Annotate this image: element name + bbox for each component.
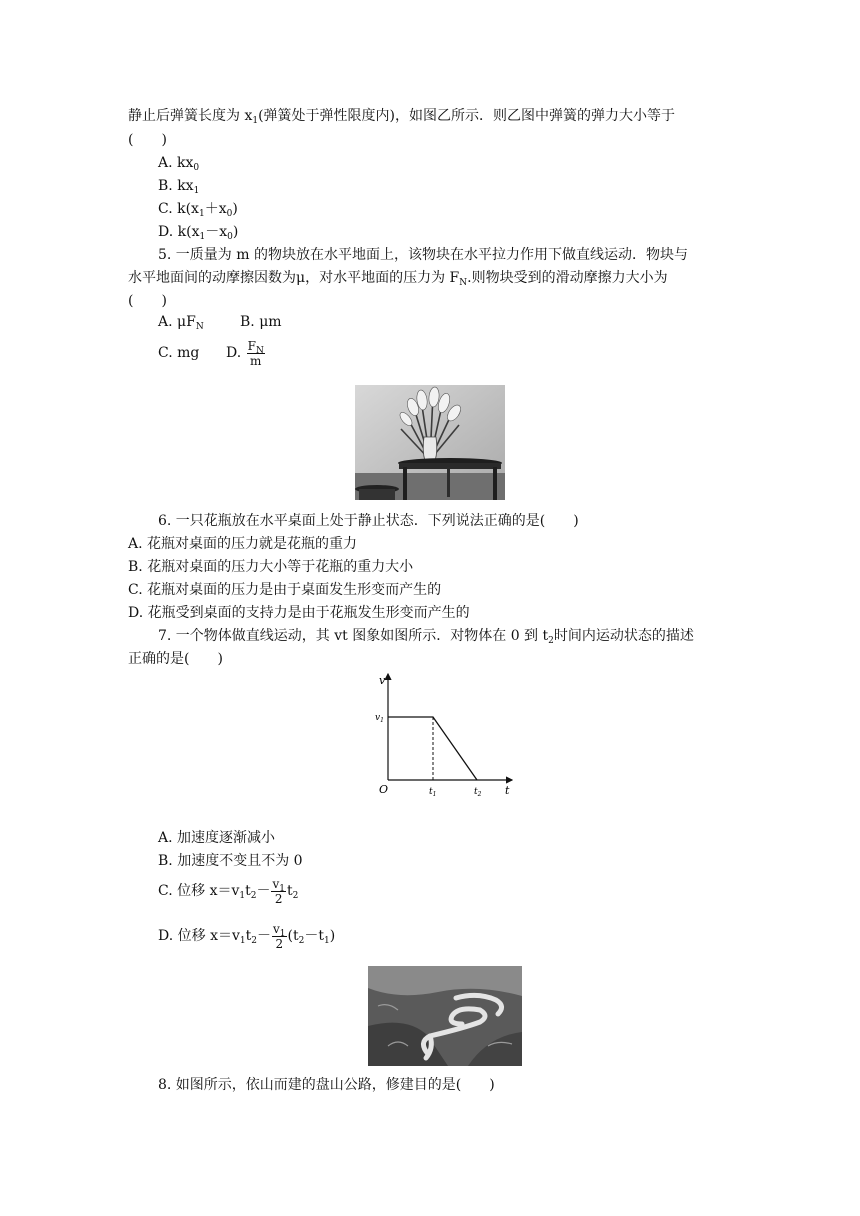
q4-option-b[interactable]: B. $kx_1$ [158,178,200,196]
vt-graph-origin: O [379,783,389,796]
mountain-road-photo [368,966,522,1066]
q4-option-a[interactable]: A. $kx_0$ [158,155,200,173]
q7-stem-line1: 7. 一个物体做直线运动，其 vt 图象如图所示．对物体在 0 到 $t_2$时间内运动状态的描述 [158,628,694,646]
vt-graph-t1-tick: $t_1$ [429,787,437,798]
vt-graph-t2-tick: $t_2$ [474,787,482,798]
vt-graph-v1-tick: $v_1$ [375,713,384,724]
q5-bracket: ( ) [128,293,167,309]
q7-option-d-fraction: $\frac{v_1}{2}$ [273,921,286,951]
q7-option-d[interactable]: D. 位移 $x=v_1t_2-$ $\frac{v_1}{2}$ $(t_2-t_1)$ [158,921,336,951]
q5-stem-line1: 5. 一质量为 m 的物块放在水平地面上，该物块在水平拉力作用下做直线运动．物块与 [158,247,688,263]
q7-option-a[interactable]: A. 加速度逐渐减小 [158,830,276,846]
q4-bracket: ( ) [128,132,167,148]
q7-stem-line2: 正确的是( ) [128,651,223,667]
q7-option-c-fraction: $\frac{v_1}{2}$ [272,876,285,906]
q5-option-d-fraction: $\frac{F_N}{m}$ [247,338,264,368]
q5-option-d[interactable]: D. $\frac{F_N}{m}$ [226,338,264,368]
q7-option-c[interactable]: C. 位移 $x=v_1t_2-$ $\frac{v_1}{2}$ $t_2$ [158,876,299,906]
q4-stem-line1: 静止后弹簧长度为 $x_1$(弹簧处于弹性限度内)，如图乙所示．则乙图中弹簧的弹力大小等于 [128,108,676,126]
q6-option-d[interactable]: D. 花瓶受到桌面的支持力是由于花瓶发生形变而产生的 [128,605,470,621]
q6-option-c[interactable]: C. 花瓶对桌面的压力是由于桌面发生形变而产生的 [128,582,442,598]
q5-option-a[interactable]: A. $\mu F_N$ [158,314,204,332]
vase-on-table-photo [355,385,505,500]
q4-option-d[interactable]: D. $k(x_1-x_0)$ [158,224,239,242]
q4-option-c[interactable]: C. $k(x_1+x_0)$ [158,201,238,219]
vt-graph-x-label: t [505,784,510,797]
q8-stem: 8. 如图所示，依山而建的盘山公路，修建目的是( ) [158,1077,495,1093]
q6-option-a[interactable]: A. 花瓶对桌面的压力就是花瓶的重力 [128,536,358,552]
q7-option-b[interactable]: B. 加速度不变且不为 0 [158,853,303,869]
q5-option-b[interactable]: B. μm [240,314,282,330]
q5-stem-line2: 水平地面间的动摩擦因数为μ，对水平地面的压力为 $F_N$.则物块受到的滑动摩擦力大小为 [128,270,668,288]
q5-option-c[interactable]: C. mg [158,345,200,361]
vt-graph [370,670,520,800]
q6-stem: 6. 一只花瓶放在水平桌面上处于静止状态．下列说法正确的是( ) [158,513,579,529]
q6-option-b[interactable]: B. 花瓶对桌面的压力大小等于花瓶的重力大小 [128,559,414,575]
vt-graph-y-label: v [379,674,386,687]
